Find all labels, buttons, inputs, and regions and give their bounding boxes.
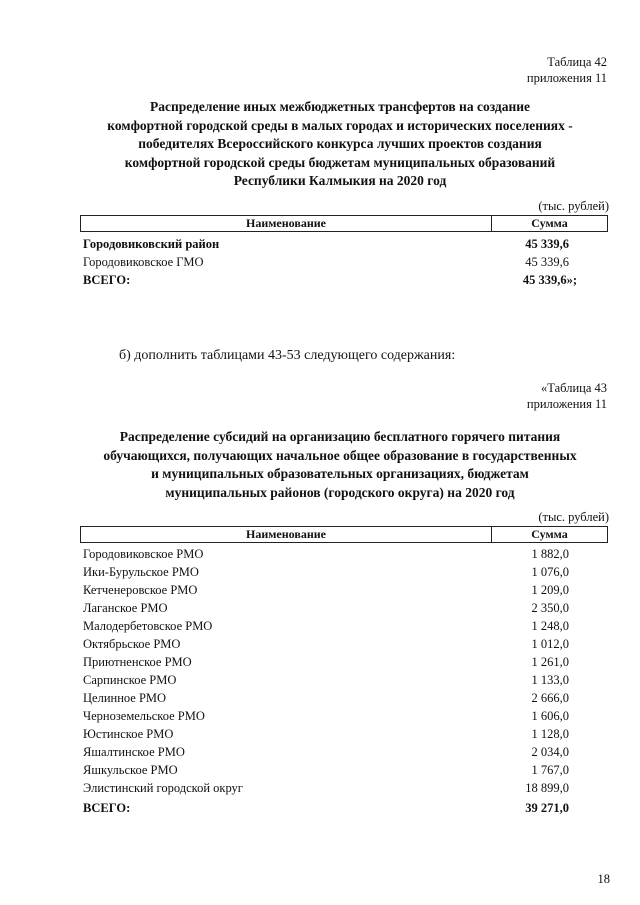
table42-header xyxy=(80,215,608,232)
row-name: Яшалтинское РМО xyxy=(83,745,185,759)
row-name: Элистинский городской округ xyxy=(83,781,243,795)
row-name: Лаганское РМО xyxy=(83,601,168,615)
row-sum: 1 209,0 xyxy=(531,583,569,597)
row-name: Малодербетовское РМО xyxy=(83,619,213,633)
row-name: ВСЕГО: xyxy=(83,273,131,287)
table-row xyxy=(80,653,585,671)
table42-units: (тыс. рублей) xyxy=(538,199,609,213)
row-name: Сарпинское РМО xyxy=(83,673,177,687)
row-name: Целинное РМО xyxy=(83,691,167,705)
table42-title-line: Республики Калмыкия на 2020 год xyxy=(233,173,447,188)
page-number: 18 xyxy=(597,872,610,886)
row-name: Городовиковское ГМО xyxy=(83,255,204,269)
table-row xyxy=(80,617,585,635)
amendment-paragraph: б) дополнить таблицами 43-53 следующего содержания: xyxy=(119,348,456,363)
row-sum: 1 248,0 xyxy=(531,619,569,633)
table-row xyxy=(80,725,585,743)
table-row xyxy=(80,779,585,797)
table42-title xyxy=(70,98,610,191)
table-row xyxy=(80,761,585,779)
table42-ref-line2: приложения 11 xyxy=(526,71,607,85)
row-sum: 18 899,0 xyxy=(525,781,569,795)
row-sum: 1 767,0 xyxy=(531,763,569,777)
table-row xyxy=(80,671,585,689)
table-row xyxy=(80,545,585,563)
row-name: Яшкульское РМО xyxy=(83,763,178,777)
table42-title-line: комфортной городской среды бюджетам муниципальных образований xyxy=(124,154,556,170)
table43-title-line: и муниципальных образовательных организациях, бюджетам xyxy=(151,466,529,481)
row-sum: 1 128,0 xyxy=(531,727,569,741)
table-row xyxy=(80,635,585,653)
table43-ref-line1: «Таблица 43 xyxy=(541,381,607,395)
row-sum: 39 271,0 xyxy=(525,801,569,815)
row-name: Городовиковский район xyxy=(83,237,220,251)
row-name: Ики-Бурульское РМО xyxy=(83,565,199,579)
table43-ref-line2: приложения 11 xyxy=(526,397,607,411)
row-name: Октябрьское РМО xyxy=(83,637,181,651)
row-sum: 2 666,0 xyxy=(531,691,569,705)
table42-title-line: комфортной городской среды в малых городах и исторических поселениях - xyxy=(107,117,573,133)
row-sum: 1 133,0 xyxy=(531,673,569,687)
table43-units: (тыс. рублей) xyxy=(538,510,609,524)
row-sum: 45 339,6 xyxy=(525,255,569,269)
table42-title-line: победителях Всероссийского конкурса лучших проектов создания xyxy=(138,136,542,151)
row-sum: 45 339,6»; xyxy=(522,273,577,287)
row-name: ВСЕГО: xyxy=(83,801,131,815)
table-row-total xyxy=(80,799,585,817)
table42-title-line: Распределение иных межбюджетных трансфертов на создание xyxy=(149,99,531,114)
table43-col-name: Наименование xyxy=(81,527,492,542)
row-sum: 45 339,6 xyxy=(525,237,569,251)
row-sum: 2 034,0 xyxy=(531,745,569,759)
table42-col-name: Наименование xyxy=(81,216,492,231)
row-sum: 1 261,0 xyxy=(531,655,569,669)
table43-col-sum: Сумма xyxy=(531,527,568,541)
table42-ref-line1: Таблица 42 xyxy=(547,55,607,69)
table-row xyxy=(80,581,585,599)
table43-title-line: муниципальных районов (городского округа) на 2020 год xyxy=(165,484,515,500)
table43-reference xyxy=(527,380,607,412)
table43-title-line: обучающихся, получающих начальное общее образование в государственных xyxy=(103,447,577,463)
table43-title-line: Распределение субсидий на организацию бесплатного горячего питания xyxy=(119,429,561,444)
table43-title xyxy=(70,428,610,502)
table-row-total xyxy=(80,271,585,289)
row-name: Черноземельское РМО xyxy=(83,709,205,723)
table-row xyxy=(80,743,585,761)
table-row xyxy=(80,689,585,707)
row-sum: 1 012,0 xyxy=(531,637,569,651)
row-name: Приютненское РМО xyxy=(83,655,192,669)
table43-header xyxy=(80,526,608,543)
table-row xyxy=(80,235,585,253)
table-row xyxy=(80,707,585,725)
row-name: Юстинское РМО xyxy=(83,727,174,741)
row-name: Городовиковское РМО xyxy=(83,547,204,561)
row-name: Кетченеровское РМО xyxy=(83,583,198,597)
table-row xyxy=(80,599,585,617)
row-sum: 1 076,0 xyxy=(531,565,569,579)
row-sum: 2 350,0 xyxy=(531,601,569,615)
row-sum: 1 606,0 xyxy=(531,709,569,723)
table42-reference xyxy=(527,54,607,86)
table-row xyxy=(80,253,585,271)
row-sum: 1 882,0 xyxy=(531,547,569,561)
table-row xyxy=(80,563,585,581)
table42-col-sum: Сумма xyxy=(531,216,568,230)
